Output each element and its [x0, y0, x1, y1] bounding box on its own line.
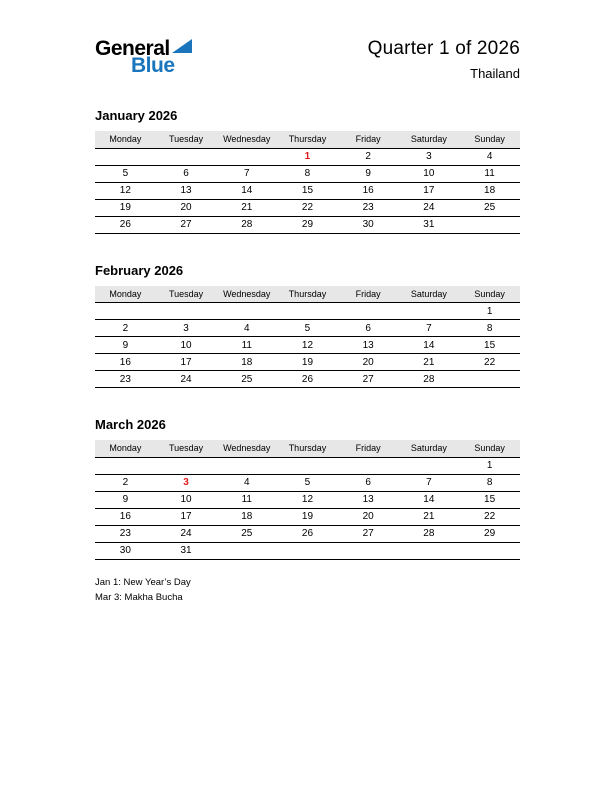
month-title: January 2026: [95, 108, 178, 123]
weekday-header-cell: Thursday: [277, 440, 338, 457]
weekday-header-cell: Wednesday: [216, 286, 277, 303]
calendar-table-head: [95, 131, 520, 148]
empty-day-cell: [156, 303, 217, 320]
day-cell: 28: [399, 525, 460, 542]
week-row: [95, 148, 520, 165]
weekday-header-cell: Tuesday: [156, 131, 217, 148]
day-cell: 5: [277, 474, 338, 491]
day-cell: 21: [399, 354, 460, 371]
week-row: [95, 371, 520, 388]
day-cell: 14: [399, 337, 460, 354]
day-cell: 17: [156, 508, 217, 525]
day-cell: 24: [399, 199, 460, 216]
weekday-header-cell: Tuesday: [156, 286, 217, 303]
day-cell: 18: [216, 508, 277, 525]
logo-triangle-icon: [172, 39, 192, 57]
day-cell: 18: [216, 354, 277, 371]
empty-day-cell: [399, 542, 460, 559]
day-cell: 27: [338, 371, 399, 388]
weekday-header-cell: Tuesday: [156, 440, 217, 457]
day-cell: 20: [338, 508, 399, 525]
day-cell: 8: [459, 320, 520, 337]
day-cell: 10: [156, 337, 217, 354]
month-title: February 2026: [95, 262, 184, 278]
day-cell: 30: [338, 216, 399, 233]
week-row: [95, 508, 520, 525]
calendars: [95, 108, 520, 560]
day-cell: 26: [95, 216, 156, 233]
empty-day-cell: [277, 457, 338, 474]
day-cell: 28: [399, 371, 460, 388]
empty-day-cell: [95, 148, 156, 165]
day-cell: 23: [95, 525, 156, 542]
day-cell: 13: [156, 182, 217, 199]
weekday-header-cell: Wednesday: [216, 131, 277, 148]
day-cell: 19: [277, 508, 338, 525]
day-cell: 25: [459, 199, 520, 216]
page-title: Quarter 1 of 2026: [367, 38, 520, 59]
week-row: [95, 165, 520, 182]
day-cell: 29: [459, 525, 520, 542]
day-cell: 21: [216, 199, 277, 216]
day-cell: 4: [216, 320, 277, 337]
day-cell: 1: [459, 303, 520, 320]
empty-day-cell: [216, 457, 277, 474]
page-subtitle: Thailand: [470, 66, 520, 81]
day-cell: 14: [216, 182, 277, 199]
week-row: [95, 303, 520, 320]
empty-day-cell: [338, 457, 399, 474]
empty-day-cell: [399, 457, 460, 474]
month-section: [95, 263, 520, 389]
day-cell: 30: [95, 542, 156, 559]
week-row: [95, 542, 520, 559]
day-cell: 7: [216, 165, 277, 182]
day-cell: 12: [277, 491, 338, 508]
day-cell: 11: [459, 165, 520, 182]
week-row: [95, 474, 520, 491]
day-cell: 16: [95, 354, 156, 371]
day-cell: 31: [156, 542, 217, 559]
day-cell: 4: [459, 148, 520, 165]
day-cell: 28: [216, 216, 277, 233]
week-row: [95, 320, 520, 337]
day-cell: 7: [399, 474, 460, 491]
day-cell: 8: [459, 474, 520, 491]
day-cell: 10: [156, 491, 217, 508]
day-cell: 17: [399, 182, 460, 199]
day-cell: 19: [95, 199, 156, 216]
calendar-table: [95, 131, 520, 234]
day-cell: 27: [338, 525, 399, 542]
day-cell: 12: [95, 182, 156, 199]
calendar-table: [95, 286, 520, 389]
empty-day-cell: [95, 303, 156, 320]
day-cell: 20: [156, 199, 217, 216]
logo-text-blue: Blue: [131, 54, 175, 77]
week-row: [95, 457, 520, 474]
day-cell: 10: [399, 165, 460, 182]
empty-day-cell: [338, 303, 399, 320]
day-cell: 18: [459, 182, 520, 199]
weekday-header-cell: Friday: [338, 131, 399, 148]
holiday-notes: [95, 575, 520, 605]
day-cell: 21: [399, 508, 460, 525]
empty-day-cell: [459, 371, 520, 388]
week-row: [95, 182, 520, 199]
weekday-header-row: [95, 131, 520, 148]
day-cell: 26: [277, 371, 338, 388]
weekday-header-cell: Monday: [95, 131, 156, 148]
day-cell: 22: [277, 199, 338, 216]
week-row: [95, 199, 520, 216]
day-cell: 7: [399, 320, 460, 337]
general-blue-logo: [95, 38, 192, 76]
empty-day-cell: [216, 148, 277, 165]
weekday-header-cell: Saturday: [399, 286, 460, 303]
day-cell: 22: [459, 508, 520, 525]
week-row: [95, 525, 520, 542]
logo-text-general: General: [95, 37, 170, 60]
day-cell: 2: [338, 148, 399, 165]
weekday-header-cell: Saturday: [399, 440, 460, 457]
calendar-table: [95, 440, 520, 560]
day-cell: 13: [338, 337, 399, 354]
document-header: [95, 38, 520, 81]
day-cell: 24: [156, 371, 217, 388]
day-cell: 31: [399, 216, 460, 233]
weekday-header-cell: Monday: [95, 286, 156, 303]
week-row: [95, 491, 520, 508]
calendar-table-body: [95, 148, 520, 233]
day-cell: 9: [338, 165, 399, 182]
day-cell: 16: [95, 508, 156, 525]
day-cell: 25: [216, 525, 277, 542]
day-cell: 5: [277, 320, 338, 337]
day-cell: 1: [277, 148, 338, 165]
empty-day-cell: [399, 303, 460, 320]
empty-day-cell: [95, 457, 156, 474]
day-cell: 9: [95, 491, 156, 508]
day-cell: 8: [277, 165, 338, 182]
day-cell: 5: [95, 165, 156, 182]
weekday-header-cell: Sunday: [459, 286, 520, 303]
calendar-table-head: [95, 440, 520, 457]
day-cell: 17: [156, 354, 217, 371]
day-cell: 15: [459, 337, 520, 354]
holiday-note: Jan 1: New Year’s Day: [95, 576, 191, 588]
day-cell: 16: [338, 182, 399, 199]
empty-day-cell: [156, 457, 217, 474]
day-cell: 24: [156, 525, 217, 542]
calendar-table-body: [95, 303, 520, 388]
day-cell: 3: [156, 474, 217, 491]
day-cell: 6: [156, 165, 217, 182]
empty-day-cell: [277, 542, 338, 559]
calendar-table-head: [95, 286, 520, 303]
week-row: [95, 354, 520, 371]
day-cell: 11: [216, 337, 277, 354]
day-cell: 12: [277, 337, 338, 354]
title-block: [368, 38, 520, 81]
weekday-header-cell: Thursday: [277, 286, 338, 303]
day-cell: 19: [277, 354, 338, 371]
day-cell: 20: [338, 354, 399, 371]
day-cell: 27: [156, 216, 217, 233]
weekday-header-row: [95, 286, 520, 303]
day-cell: 29: [277, 216, 338, 233]
empty-day-cell: [156, 148, 217, 165]
day-cell: 15: [277, 182, 338, 199]
week-row: [95, 216, 520, 233]
day-cell: 14: [399, 491, 460, 508]
weekday-header-row: [95, 440, 520, 457]
weekday-header-cell: Monday: [95, 440, 156, 457]
day-cell: 1: [459, 457, 520, 474]
day-cell: 23: [95, 371, 156, 388]
day-cell: 13: [338, 491, 399, 508]
weekday-header-cell: Saturday: [399, 131, 460, 148]
day-cell: 3: [156, 320, 217, 337]
day-cell: 6: [338, 474, 399, 491]
weekday-header-cell: Sunday: [459, 440, 520, 457]
month-section: [95, 417, 520, 560]
day-cell: 2: [95, 474, 156, 491]
day-cell: 15: [459, 491, 520, 508]
empty-day-cell: [338, 542, 399, 559]
empty-day-cell: [216, 542, 277, 559]
empty-day-cell: [459, 542, 520, 559]
week-row: [95, 337, 520, 354]
day-cell: 26: [277, 525, 338, 542]
empty-day-cell: [216, 303, 277, 320]
month-title: March 2026: [95, 417, 166, 432]
holiday-note: Mar 3: Makha Bucha: [95, 591, 183, 603]
day-cell: 6: [338, 320, 399, 337]
weekday-header-cell: Sunday: [459, 131, 520, 148]
empty-day-cell: [277, 303, 338, 320]
day-cell: 4: [216, 474, 277, 491]
weekday-header-cell: Friday: [338, 286, 399, 303]
day-cell: 2: [95, 320, 156, 337]
day-cell: 25: [216, 371, 277, 388]
day-cell: 22: [459, 354, 520, 371]
day-cell: 11: [216, 491, 277, 508]
calendar-table-body: [95, 457, 520, 559]
day-cell: 23: [338, 199, 399, 216]
weekday-header-cell: Friday: [338, 440, 399, 457]
empty-day-cell: [459, 216, 520, 233]
month-section: [95, 108, 520, 234]
weekday-header-cell: Wednesday: [216, 440, 277, 457]
day-cell: 9: [95, 337, 156, 354]
page-content: [95, 0, 520, 605]
weekday-header-cell: Thursday: [277, 131, 338, 148]
day-cell: 3: [399, 148, 460, 165]
